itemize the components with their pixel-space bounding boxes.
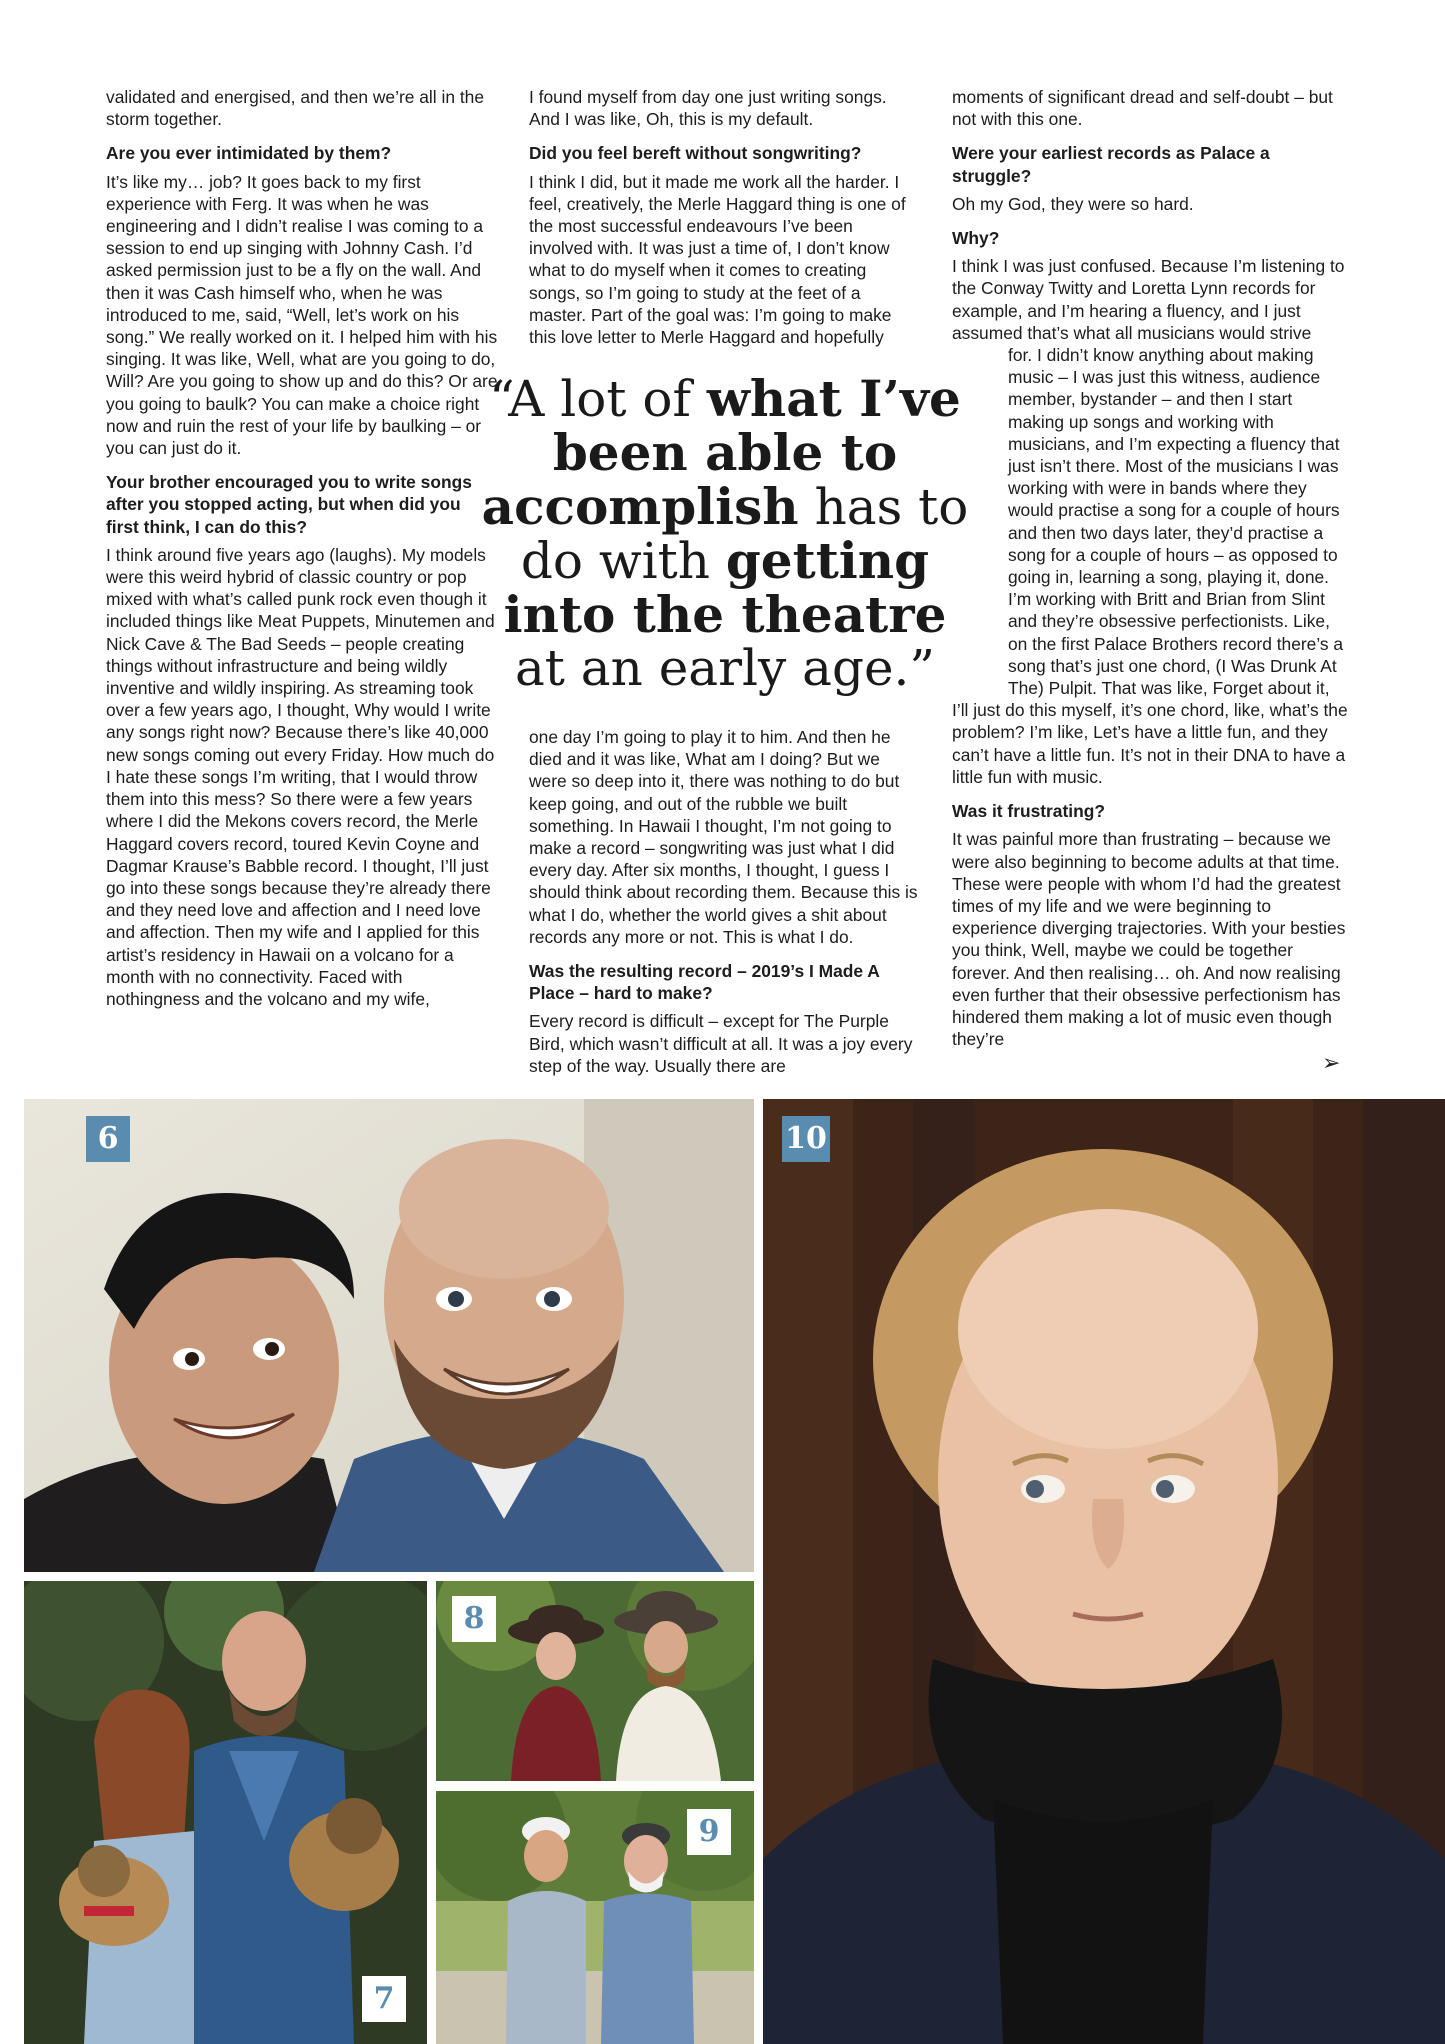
article-column-2-continued	[529, 726, 921, 1089]
photo-8	[436, 1581, 754, 1781]
photo-7	[24, 1581, 427, 2044]
photo-6-illustration	[24, 1099, 754, 1572]
article-column-1	[106, 86, 498, 1022]
interview-question: Were your earliest records as Palace a struggle?	[952, 143, 1270, 186]
photo-9	[436, 1791, 754, 2044]
pull-quote-emphasis: what I’ve been able to accomplish	[481, 369, 961, 536]
photo-number-badge: 9	[687, 1809, 731, 1855]
paragraph: I found myself from day one just writing songs. And I was like, Oh, this is my default.	[529, 87, 887, 130]
interview-question: Was it frustrating?	[952, 801, 1105, 822]
photo-10-illustration	[763, 1099, 1445, 2044]
photo-7-illustration	[24, 1581, 427, 2044]
interview-question: Your brother encouraged you to write songs after you stopped acting, but when did you first think, I can do this?	[106, 472, 472, 537]
answer-lead: I think I was just confused. Because I’m listening to the Conway Twitty and Loretta Lynn records for example, and I’m hearing a fluency, and I just assumed that’s what all musicians would strive	[952, 256, 1345, 343]
continue-arrow-icon: ➢	[1322, 1050, 1341, 1075]
pull-quote-text: “A lot of	[489, 370, 707, 428]
photo-number-badge: 6	[86, 1116, 130, 1162]
photo-number-badge: 10	[782, 1116, 830, 1162]
interview-question: Did you feel bereft without songwriting?	[529, 143, 862, 164]
interview-answer	[952, 255, 1352, 788]
interview-question: Are you ever intimidated by them?	[106, 143, 392, 164]
answer-tail: I’ll just do this myself, it’s one chord, like, what’s the problem? I’m like, Let’s have a little fun, and they can’t have a little fun. It’s not in their DNA to have a little fun with music.	[952, 700, 1348, 787]
interview-question: Why?	[952, 228, 1000, 249]
answer-wrapped-around-quote: for. I didn’t know anything about making music – I was just this witness, audience member, bystander – and then I start making up songs and working with musicians, and I’m expecting a fluency that just isn’t there. Most of the musicians I was working with were in bands where they would practise a song for a couple of hours and then two days later, they’d practise a song for a couple of hours – as opposed to going in, learning a song, playing it, done. I’m working with Britt and Brian from Slint and they’re obsessive perfectionists. Like, on the first Palace Brothers record there’s a song that’s just one chord, (I Was Drunk At The) Pulpit. That was like, Forget about it,	[1008, 345, 1344, 699]
pull-quote-text: has to do with	[520, 478, 969, 590]
interview-answer: one day I’m going to play it to him. And then he died and it was like, What am I doing? But we were so deep into it, there was nothing to do but keep going, and out of the rubble we built something. In Hawaii I thought, I’m not going to make a record – songwriting was just what I did every day. After six months, I thought, I guess I should think about recording them. Because this is what I do, whether the world gives a shit about records any more or not. This is what I do.	[529, 727, 918, 947]
photo-number-badge: 8	[452, 1596, 496, 1642]
interview-answer: It was painful more than frustrating – because we were also beginning to become adults at that time. These were people with whom I’d had the greatest times of my life and we were beginning to experience diverging trajectories. With your besties you think, Well, maybe we could be together forever. And then realising… oh. And now realising even further that their obsessive perfectionism has hindered them making a lot of music even though they’re	[952, 829, 1346, 1050]
interview-answer: Oh my God, they were so hard.	[952, 193, 1194, 214]
pull-quote-text: at an early age.”	[515, 639, 935, 697]
interview-answer: It’s like my… job? It goes back to my first experience with Ferg. It was when he was engineering and I didn’t realise I was coming to a session to end up singing with Johnny Cash. I’d asked permission just to be a fly on the wall. And then it was Cash himself who, when he was introduced to me, said, “Well, let’s work on his song.” We really worked on it. I helped him with his singing. It was like, Well, what are you going to do, Will? Are you going to show up and do this? Or are you going to baulk? You can make a choice right now and ruin the rest of your life by baulking – or you can just do it.	[106, 171, 498, 459]
interview-answer: I think I did, but it made me work all the harder. I feel, creatively, the Merle Haggard thing is one of the most successful endeavours I’ve been involved with. It was just a time of, I don’t know what to do myself when it comes to creating songs, so I’m going to study at the feet of a master. Part of the goal was: I’m going to make this love letter to Merle Haggard and hopefully	[529, 171, 906, 348]
photo-10	[763, 1099, 1445, 2044]
pull-quote	[480, 369, 970, 697]
paragraph: moments of significant dread and self-doubt – but not with this one.	[952, 87, 1333, 130]
interview-question: Was the resulting record – 2019’s I Made A Place – hard to make?	[529, 961, 880, 1004]
article-column-3	[952, 86, 1352, 1062]
interview-answer: Every record is difficult – except for The Purple Bird, which wasn’t difficult at all. It was a joy every step of the way. Usually there are	[529, 1011, 913, 1076]
photo-6	[24, 1099, 754, 1572]
article-column-2	[529, 86, 921, 360]
paragraph: validated and energised, and then we’re all in the storm together.	[106, 87, 485, 130]
interview-answer: I think around five years ago (laughs). My models were this weird hybrid of classic country or pop mixed with what’s called punk rock even though it included things like Meat Puppets, Minutemen and Nick Cave & The Bad Seeds – people creating things without infrastructure and being wildly inventive and wildly inspiring. As streaming took over a few years ago, I thought, Why would I write any songs right now? Because there’s like 40,000 new songs coming out every Friday. How much do I hate these songs I’m writing, that I would throw them into this mess? So there were a few years where I did the Mekons covers record, the Merle Haggard covers record, toured Kevin Coyne and Dagmar Krause’s Babble record. I thought, I’ll just go into these songs because they’re already there and they need love and affection and I need love and affection. Then my wife and I applied for this artist’s residency in Hawaii on a volcano for a month with no connectivity. Faced with nothingness and the volcano and my wife,	[106, 544, 495, 1009]
photo-number-badge: 7	[362, 1976, 406, 2022]
pull-quote-emphasis: getting into the theatre	[503, 531, 947, 644]
